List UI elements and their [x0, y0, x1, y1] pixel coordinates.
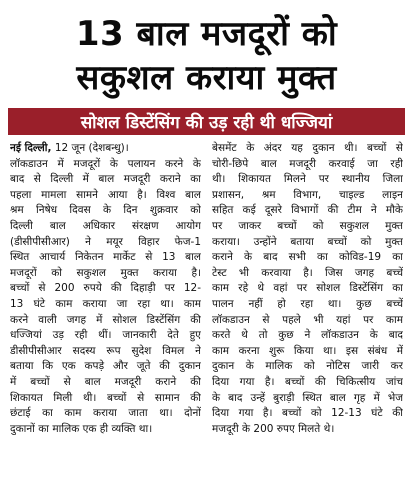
article-line [212, 391, 403, 407]
article-line [10, 328, 201, 344]
article-line-text: बताया कि एक कपड़े और जूते की दुकान [10, 360, 201, 373]
article-line-text: के बाद उन्हें बुराड़ी स्थित बाल गृह में भेज [212, 391, 403, 404]
headline-line-2: सकुशल कराया मुक्त [76, 58, 337, 98]
article-line [10, 391, 201, 407]
article-line [10, 172, 201, 188]
dateline: नई दिल्ली, [10, 142, 52, 154]
article-line [10, 359, 201, 375]
article-line-text: छंटाई का काम कराया जाता था। दोनों [10, 407, 201, 420]
article-body [0, 135, 413, 437]
headline-line-1: 13 बाल मजदूरों को [75, 14, 338, 54]
article-line-text: दिया गया है। बच्चों की चिकित्सीय जांच [212, 375, 403, 388]
article-line [212, 359, 403, 375]
article-line [212, 172, 403, 188]
article-line-text: मजदूरी के 200 रुपए मिलते थे। [212, 422, 335, 435]
article-line-text: श्रम निषेध दिवस के दिन शुक्रवार को [10, 204, 201, 217]
article-line-text: पर जाकर बच्चों को सकुशल मुक्त [212, 219, 403, 232]
article-line [10, 141, 201, 157]
article-line-text: दुकानों का मालिक एक ही व्यक्ति था। [10, 422, 153, 435]
article-line [10, 297, 201, 313]
article-line [10, 266, 201, 282]
article-line [10, 250, 201, 266]
left-column [10, 141, 201, 437]
article-line-text: शिकायत मिली थी। बच्चों से सामान की [10, 391, 201, 404]
article-line-text: कराया। उन्होंने बताया बच्चों को मुक्त [212, 235, 403, 248]
subheadline-text: सोशल डिस्टेंसिंग की उड़ रही थी धज्जियां [80, 113, 333, 133]
article-line [212, 406, 403, 422]
article-line [10, 219, 201, 235]
article-line-text: टेस्ट भी करवाया है। जिस जगह बच्चें [212, 266, 403, 279]
article-line-text: 12 जून (देशबन्धु)। [51, 142, 129, 154]
article-line-text: (डीसीपीसीआर) ने मयूर विहार फेज-1 [10, 235, 201, 248]
article-line-text: दिल्ली बाल अधिकार संरक्षण आयोग [10, 219, 201, 232]
article-line-text: दिया गया है। बच्चों को 12-13 घंटे की [212, 407, 403, 420]
article-line-text: दुकान के मालिक को नोटिस जारी कर [212, 360, 403, 373]
article-line-text: डीसीपीसीआर सदस्य रूप सुदेश विमल ने [10, 344, 201, 357]
article-line [10, 313, 201, 329]
article-line-text: प्रशासन, श्रम विभाग, चाइल्ड लाइन [212, 188, 403, 201]
article-line-text: थी। शिकायत मिलने पर स्थानीय जिला [212, 173, 403, 186]
article-line [212, 203, 403, 219]
article-line [212, 219, 403, 235]
article-line [212, 281, 403, 297]
article-line-text: करने वाली जगह में सोशल डिस्टेंसिंग की [10, 313, 201, 326]
article-line-text: चोरी-छिपे बाल मजदूरी करवाई जा रही [212, 157, 403, 170]
article-line-text: स्थित आचार्य निकेतन मार्केट से 13 बाल [10, 251, 201, 264]
article-line [10, 281, 201, 297]
article-line [10, 203, 201, 219]
article-line-text: पहला मामला सामने आया है। विश्व बाल [10, 188, 201, 201]
article-line-text: लॉकडाउन से पहले भी यहां पर काम [212, 313, 403, 326]
article-line [212, 328, 403, 344]
article-line-text: बच्चों से 200 रुपये की दिहाड़ी पर 12- [10, 282, 201, 295]
article-line-text: में बच्चों से बाल मजदूरी कराने की [10, 375, 201, 388]
article-line [10, 188, 201, 204]
article-line [212, 344, 403, 360]
article-line [212, 141, 403, 157]
article-line [10, 157, 201, 173]
article-line [10, 235, 201, 251]
article-line-text: पालन नहीं हो रहा था। कुछ बच्चें [212, 297, 403, 310]
article-line [10, 406, 201, 422]
article-line [212, 422, 403, 438]
article-line-text: बाद से दिल्ली में बाल मजदूरी कराने का [10, 173, 201, 186]
article-line-text: मजदूरों को सकुशल मुक्त कराया है। [10, 266, 201, 279]
article-line-text: कराने के बाद सभी का कोविड-19 का [212, 251, 403, 264]
right-column [212, 141, 403, 437]
article-line-text: काम रहे थे वहां पर सोशल डिस्टेंसिंग का [212, 282, 403, 295]
article-line [212, 297, 403, 313]
article-line [212, 188, 403, 204]
article-line [212, 235, 403, 251]
article-line-text: करते थे तो कुछ ने लॉकडाउन के बाद [212, 329, 403, 342]
article-line [212, 250, 403, 266]
article-line-text: सहित कई दूसरे विभागों की टीम ने मौके [212, 204, 403, 217]
article-line [10, 344, 201, 360]
article-line [212, 375, 403, 391]
article-line [10, 422, 201, 438]
article-line [212, 313, 403, 329]
article-line-text: बेसमेंट के अंदर यह दुकान थी। बच्चों से [212, 142, 403, 154]
article-line [212, 266, 403, 282]
article-line-text: काम करना शुरू किया था। इस संबंध में [212, 344, 403, 357]
article-line [212, 157, 403, 173]
article-line-text: 13 घंटे काम कराया जा रहा था। काम [10, 297, 201, 310]
article-line-text: लॉकडाउन में मजदूरों के पलायन करने के [10, 157, 201, 170]
article-line-text: धज्जियां उड़ रही थीं। जानकारी देते हुए [10, 329, 201, 342]
subheadline-banner [8, 108, 405, 135]
article-line [10, 375, 201, 391]
